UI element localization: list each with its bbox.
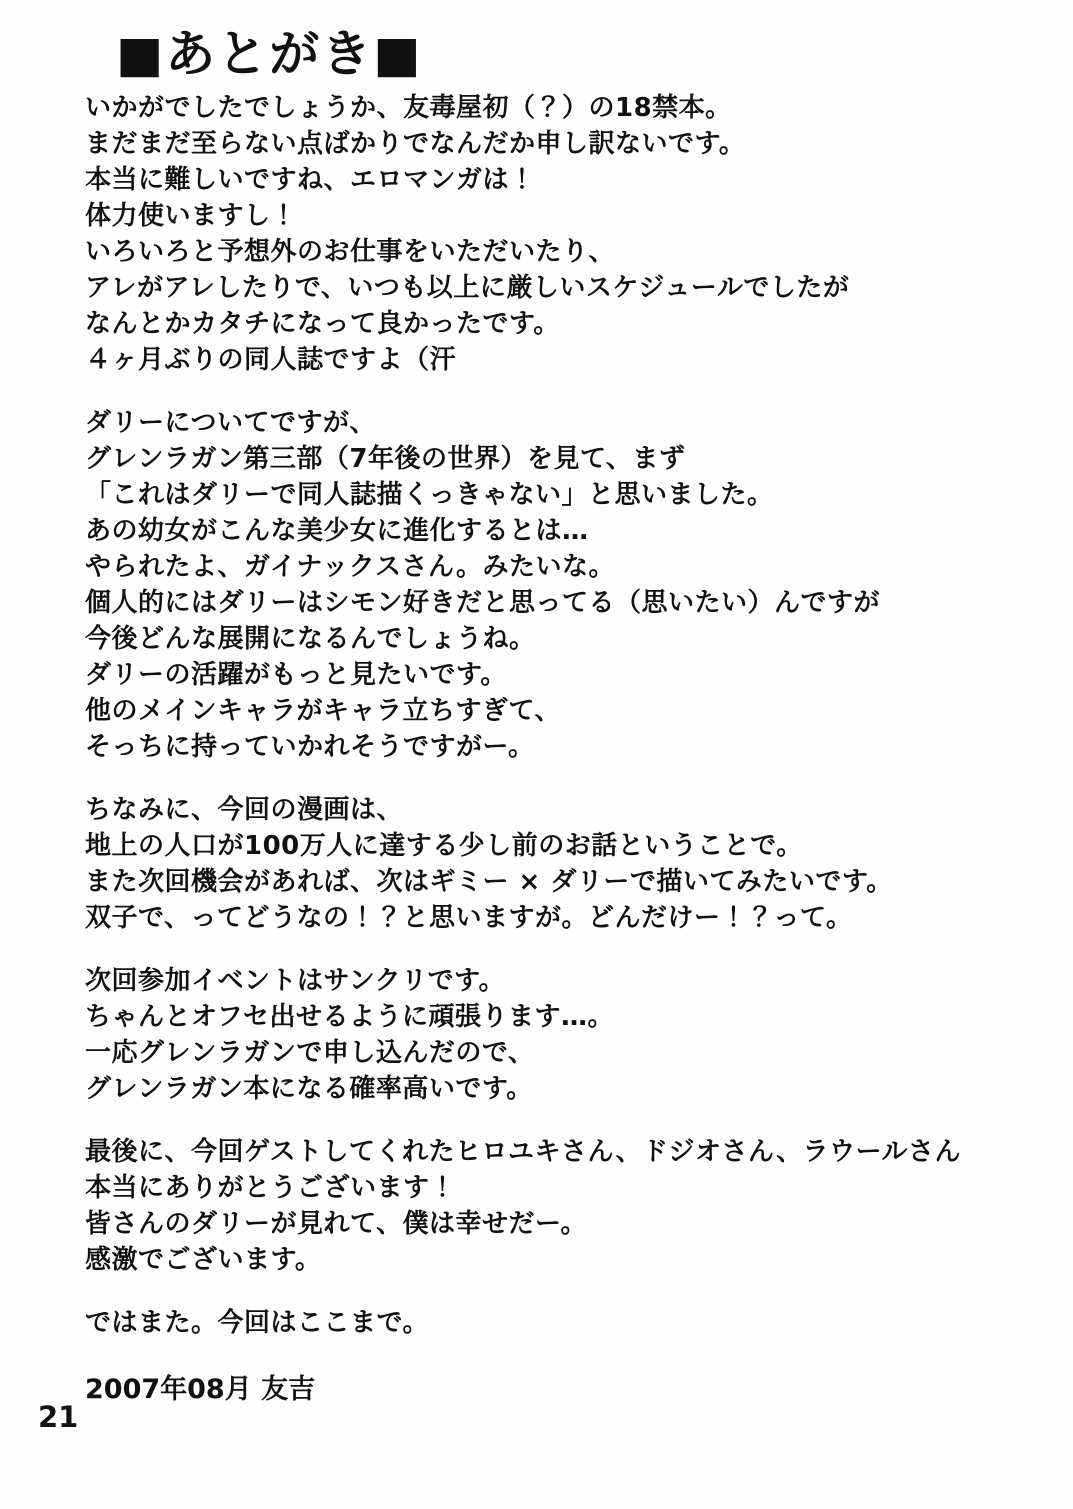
text-line: 体力使いますし！ bbox=[85, 201, 298, 231]
text-line: いかがでしたでしょうか、友毒屋初（？）の18禁本。 bbox=[85, 93, 732, 123]
date-signature: 2007年08月 友吉 bbox=[85, 1374, 316, 1405]
text-line: ダリーについてですが、 bbox=[85, 408, 376, 438]
text-line: また次回機会があれば、次はギミー × ダリーで描いてみたいです。 bbox=[85, 867, 893, 897]
text-line: あの幼女がこんな美少女に進化するとは… bbox=[85, 516, 589, 546]
page-title: ■あとがき■ bbox=[116, 24, 423, 83]
text-line: 地上の人口が100万人に達する少し前のお話ということで。 bbox=[85, 831, 803, 861]
text-line: 今後どんな展開になるんでしょうね。 bbox=[85, 624, 536, 654]
paragraph bbox=[85, 963, 1025, 1107]
text-line: そっちに持っていかれそうですがー。 bbox=[85, 732, 535, 762]
text-line: やられたよ、ガイナックスさん。みたいな。 bbox=[85, 552, 616, 582]
paragraph bbox=[85, 405, 1025, 765]
text-line: 個人的にはダリーはシモン好きだと思ってる（思いたい）んですが bbox=[85, 588, 881, 618]
text-line: 最後に、今回ゲストしてくれたヒロユキさん、ドジオさん、ラウールさん bbox=[85, 1137, 962, 1167]
text-line: ダリーの活躍がもっと見たいです。 bbox=[85, 660, 507, 690]
text-line: 本当に難しいですね、エロマンガは！ bbox=[85, 165, 536, 195]
afterword-body-text bbox=[85, 90, 1025, 1368]
text-line: ちなみに、今回の漫画は、 bbox=[85, 795, 404, 825]
paragraph bbox=[85, 1305, 1025, 1341]
text-line: グレンラガン本になる確率高いです。 bbox=[85, 1074, 533, 1104]
text-line: 一応グレンラガンで申し込んだので、 bbox=[85, 1038, 535, 1068]
page-number: 21 bbox=[38, 1400, 79, 1434]
text-line: グレンラガン第三部（7年後の世界）を見て、まず bbox=[85, 444, 686, 474]
text-line: 他のメインキャラがキャラ立ちすぎて、 bbox=[85, 696, 561, 726]
text-line: 本当にありがとうございます！ bbox=[85, 1173, 457, 1203]
text-line: まだまだ至らない点ばかりでなんだか申し訳ないです。 bbox=[85, 129, 746, 159]
text-line: ちゃんとオフセ出せるように頑張ります…。 bbox=[85, 1002, 614, 1032]
text-line: いろいろと予想外のお仕事をいただいたり、 bbox=[85, 237, 616, 267]
text-line: アレがアレしたりで、いつも以上に厳しいスケジュールでしたが bbox=[85, 273, 850, 303]
paragraph bbox=[85, 792, 1025, 936]
text-line: 双子で、ってどうなの！？と思いますが。どんだけー！？って。 bbox=[85, 903, 853, 933]
text-line: 感激でございます。 bbox=[85, 1245, 322, 1275]
text-line: 次回参加イベントはサンクリです。 bbox=[85, 966, 506, 996]
text-line: ではまた。今回はここまで。 bbox=[85, 1308, 429, 1338]
text-line: なんとかカタチになって良かったです。 bbox=[85, 309, 560, 339]
text-line: 皆さんのダリーが見れて、僕は幸せだー。 bbox=[85, 1209, 587, 1239]
paragraph bbox=[85, 90, 1025, 378]
text-line: ４ヶ月ぶりの同人誌ですよ（汗 bbox=[85, 345, 457, 375]
paragraph bbox=[85, 1134, 1025, 1278]
text-line: 「これはダリーで同人誌描くっきゃない」と思いました。 bbox=[85, 480, 774, 510]
